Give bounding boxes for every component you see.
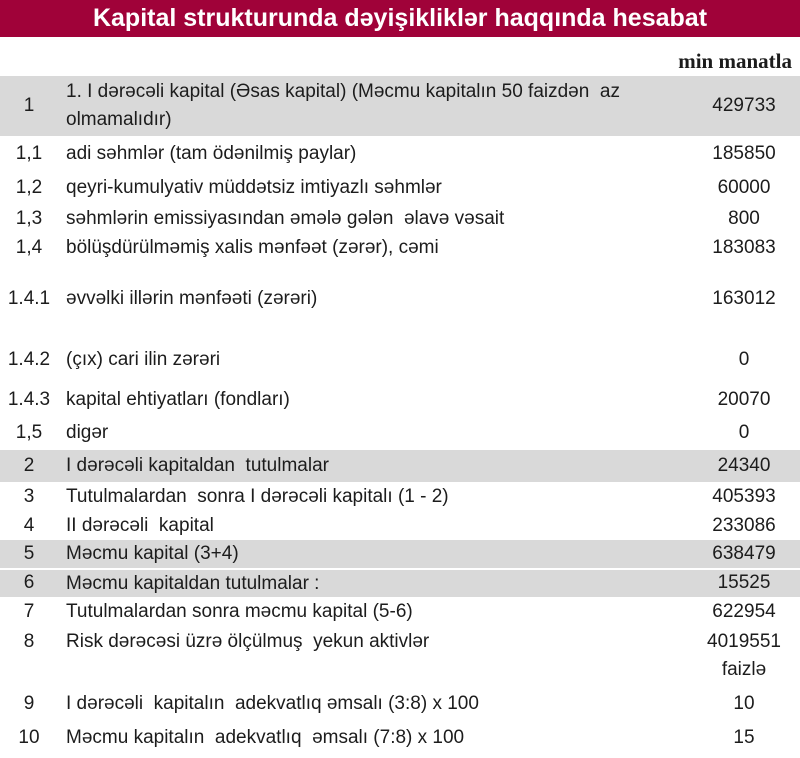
row-number: 8 xyxy=(23,630,35,652)
row-label: digər xyxy=(66,422,109,444)
table-row xyxy=(0,76,800,136)
row-value: 0 xyxy=(738,349,750,370)
row-label: 1. I dərəcəli kapital (Əsas kapital) (Məcmu kapitalın 50 faizdən az olmamalıdır) xyxy=(66,81,626,130)
row-value: faizlə xyxy=(721,659,767,681)
table-row xyxy=(0,233,800,262)
row-value: 24340 xyxy=(717,455,771,476)
row-label: Tutulmalardan sonra I dərəcəli kapitalı (1 - 2) xyxy=(66,486,449,508)
report-header xyxy=(0,0,800,37)
row-label: adi səhmlər (tam ödənilmiş paylar) xyxy=(66,143,357,165)
table-row xyxy=(0,540,800,568)
row-label: səhmlərin emissiyasından əmələ gələn əlavə vəsait xyxy=(66,207,505,229)
row-label: II dərəcəli kapital xyxy=(66,515,214,536)
row-number: 9 xyxy=(23,692,35,714)
row-number: 1.4.3 xyxy=(7,389,51,410)
row-number: 1,2 xyxy=(15,177,43,198)
capital-structure-table xyxy=(0,76,800,753)
row-number: 1,3 xyxy=(15,207,43,229)
row-number: 1.4.2 xyxy=(7,349,51,370)
row-value: 233086 xyxy=(712,514,776,536)
report-title: Kapital strukturunda dəyişikliklər haqqında hesabat xyxy=(92,4,708,32)
row-value: 405393 xyxy=(712,486,776,507)
row-number: 1 xyxy=(23,95,35,116)
table-row xyxy=(0,512,800,540)
table-row xyxy=(0,656,800,684)
table-row xyxy=(0,416,800,450)
table-row xyxy=(0,450,800,482)
row-label: Tutulmalardan sonra məcmu kapital (5-6) xyxy=(66,601,413,623)
row-label: Məcmu kapitaldan tutulmalar : xyxy=(66,572,320,594)
table-row xyxy=(0,136,800,172)
row-value: 60000 xyxy=(717,177,771,198)
row-label: I dərəcəli kapitaldan tutulmalar xyxy=(66,455,329,477)
table-row xyxy=(0,684,800,723)
row-label: Məcmu kapitalın adekvatlıq əmsalı (7:8) x 100 xyxy=(66,727,465,749)
row-number: 4 xyxy=(23,514,35,536)
units-label: min manatla xyxy=(678,49,792,73)
row-value: 4019551 xyxy=(707,630,781,652)
row-value: 15 xyxy=(733,727,755,749)
row-value: 0 xyxy=(738,422,750,443)
row-label: (çıx) cari ilin zərəri xyxy=(66,349,221,371)
row-value: 183083 xyxy=(712,236,776,258)
units-row xyxy=(0,37,800,76)
table-row xyxy=(0,172,800,204)
row-value: 20070 xyxy=(717,389,771,410)
table-row xyxy=(0,482,800,512)
row-number: 10 xyxy=(18,727,40,749)
row-value: 185850 xyxy=(712,143,776,164)
row-label: Risk dərəcəsi üzrə ölçülmuş yekun aktivlər xyxy=(66,630,430,652)
table-row xyxy=(0,384,800,416)
table-row xyxy=(0,336,800,384)
table-row xyxy=(0,204,800,233)
row-value: 15525 xyxy=(717,572,771,594)
row-number: 6 xyxy=(23,572,35,594)
row-number: 2 xyxy=(23,455,35,476)
row-value: 622954 xyxy=(712,601,776,623)
row-label: kapital ehtiyatları (fondları) xyxy=(66,389,290,411)
row-value: 10 xyxy=(733,692,755,714)
row-number: 1,4 xyxy=(15,236,43,258)
row-number: 5 xyxy=(23,542,35,564)
row-label: qeyri-kumulyativ müddətsiz imtiyazlı səhmlər xyxy=(66,177,442,199)
row-number: 3 xyxy=(23,486,35,507)
row-number: 1,5 xyxy=(15,422,43,443)
table-row xyxy=(0,597,800,627)
row-label: bölüşdürülməmiş xalis mənfəət (zərər), cəmi xyxy=(66,236,439,258)
row-label: Məcmu kapital (3+4) xyxy=(66,542,239,564)
table-row xyxy=(0,262,800,336)
table-row xyxy=(0,627,800,656)
row-value: 163012 xyxy=(712,288,776,309)
table-row xyxy=(0,568,800,598)
row-number: 7 xyxy=(23,601,35,623)
row-label: I dərəcəli kapitalın adekvatlıq əmsalı (3:8) x 100 xyxy=(66,692,479,714)
row-value: 638479 xyxy=(712,542,776,564)
row-number: 1,1 xyxy=(15,143,43,164)
row-label: əvvəlki illərin mənfəəti (zərəri) xyxy=(66,288,318,310)
row-value: 429733 xyxy=(712,95,776,116)
row-number: 1.4.1 xyxy=(7,288,51,309)
table-row xyxy=(0,723,800,753)
row-value: 800 xyxy=(728,207,760,229)
